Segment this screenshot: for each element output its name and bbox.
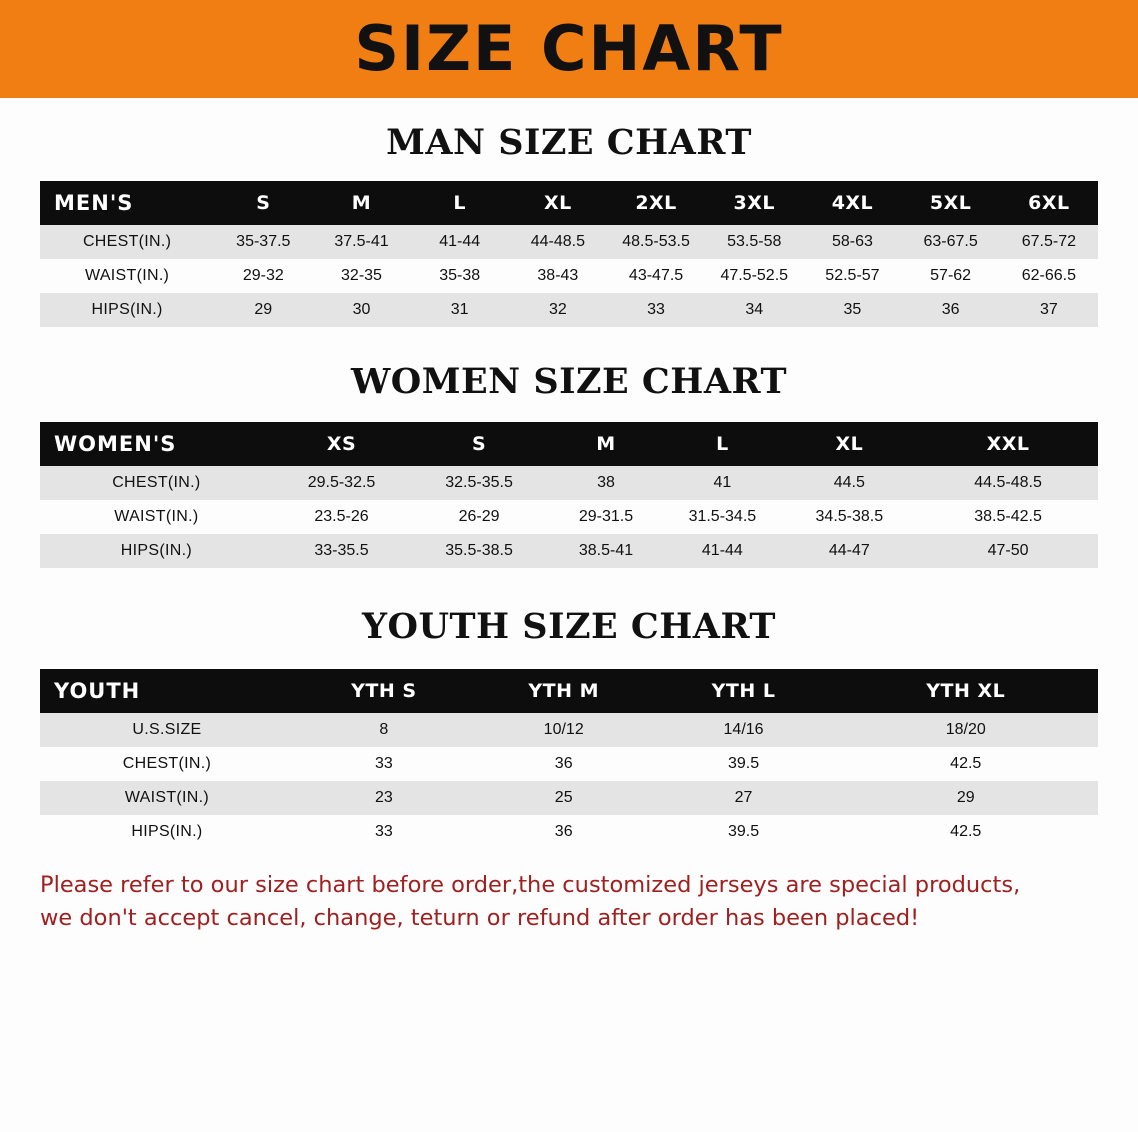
table-cell: 52.5-57 xyxy=(803,259,901,293)
column-header: YTH M xyxy=(474,669,654,713)
table-header-row xyxy=(40,181,1098,225)
table-cell: 41-44 xyxy=(664,534,780,568)
table-cell: 23 xyxy=(294,781,474,815)
women-section-heading: WOMEN SIZE CHART xyxy=(350,361,788,402)
table-cell: 26-29 xyxy=(410,500,548,534)
column-header: YTH XL xyxy=(833,669,1098,713)
column-header: YTH L xyxy=(654,669,834,713)
table-cell: 29 xyxy=(214,293,312,327)
page-title: SIZE CHART xyxy=(354,12,784,85)
column-header: XL xyxy=(781,422,919,466)
table-cell: 47-50 xyxy=(918,534,1098,568)
table-cell: 32.5-35.5 xyxy=(410,466,548,500)
table-cell: 53.5-58 xyxy=(705,225,803,259)
table-cell: 48.5-53.5 xyxy=(607,225,705,259)
table-cell: 38-43 xyxy=(509,259,607,293)
youth-size-table xyxy=(40,669,1098,849)
column-header: S xyxy=(410,422,548,466)
table-row xyxy=(40,815,1098,849)
column-header: YTH S xyxy=(294,669,474,713)
table-cell: 31 xyxy=(411,293,509,327)
table-row xyxy=(40,466,1098,500)
table-cell: 62-66.5 xyxy=(1000,259,1098,293)
column-header: XXL xyxy=(918,422,1098,466)
table-cell: 32-35 xyxy=(312,259,410,293)
table-row xyxy=(40,534,1098,568)
table-cell: 35-37.5 xyxy=(214,225,312,259)
table-cell: 33 xyxy=(294,815,474,849)
table-cell: 41 xyxy=(664,466,780,500)
row-label: HIPS(IN.) xyxy=(40,534,273,568)
table-cell: 67.5-72 xyxy=(1000,225,1098,259)
table-header-row xyxy=(40,422,1098,466)
table-cell: 58-63 xyxy=(803,225,901,259)
table-cell: 44-48.5 xyxy=(509,225,607,259)
table-cell: 44.5 xyxy=(781,466,919,500)
man-size-table xyxy=(40,181,1098,327)
table-cell: 10/12 xyxy=(474,713,654,747)
disclaimer-line-1: Please refer to our size chart before order,the customized jerseys are special products, xyxy=(40,872,1021,898)
table-cell: 23.5-26 xyxy=(273,500,411,534)
page-banner xyxy=(0,0,1138,98)
column-header: 6XL xyxy=(1000,181,1098,225)
youth-section-heading: YOUTH SIZE CHART xyxy=(362,606,776,647)
column-header: 2XL xyxy=(607,181,705,225)
table-row xyxy=(40,781,1098,815)
column-header: YOUTH xyxy=(40,669,294,713)
column-header: S xyxy=(214,181,312,225)
row-label: HIPS(IN.) xyxy=(40,293,214,327)
table-cell: 44-47 xyxy=(781,534,919,568)
table-cell: 33-35.5 xyxy=(273,534,411,568)
table-cell: 14/16 xyxy=(654,713,834,747)
table-cell: 31.5-34.5 xyxy=(664,500,780,534)
table-row xyxy=(40,225,1098,259)
table-cell: 37.5-41 xyxy=(312,225,410,259)
column-header: 5XL xyxy=(902,181,1000,225)
row-label: CHEST(IN.) xyxy=(40,466,273,500)
column-header: L xyxy=(411,181,509,225)
table-cell: 27 xyxy=(654,781,834,815)
table-row xyxy=(40,500,1098,534)
table-header-row xyxy=(40,669,1098,713)
table-cell: 35 xyxy=(803,293,901,327)
man-table-wrap xyxy=(0,181,1138,327)
women-table-wrap xyxy=(0,422,1138,568)
column-header: 4XL xyxy=(803,181,901,225)
row-label: CHEST(IN.) xyxy=(40,225,214,259)
table-cell: 34.5-38.5 xyxy=(781,500,919,534)
table-cell: 38.5-41 xyxy=(548,534,664,568)
table-cell: 8 xyxy=(294,713,474,747)
table-cell: 32 xyxy=(509,293,607,327)
table-cell: 47.5-52.5 xyxy=(705,259,803,293)
column-header: M xyxy=(548,422,664,466)
table-row xyxy=(40,713,1098,747)
table-cell: 39.5 xyxy=(654,815,834,849)
row-label: WAIST(IN.) xyxy=(40,500,273,534)
column-header: WOMEN'S xyxy=(40,422,273,466)
row-label: HIPS(IN.) xyxy=(40,815,294,849)
disclaimer-line-2: we don't accept cancel, change, teturn or refund after order has been placed! xyxy=(40,904,920,931)
table-cell: 36 xyxy=(474,747,654,781)
table-cell: 29-32 xyxy=(214,259,312,293)
row-label: WAIST(IN.) xyxy=(40,781,294,815)
table-cell: 30 xyxy=(312,293,410,327)
row-label: WAIST(IN.) xyxy=(40,259,214,293)
column-header: XS xyxy=(273,422,411,466)
table-cell: 25 xyxy=(474,781,654,815)
youth-table-wrap xyxy=(0,669,1138,849)
table-cell: 57-62 xyxy=(902,259,1000,293)
table-cell: 39.5 xyxy=(654,747,834,781)
column-header: L xyxy=(664,422,780,466)
table-row xyxy=(40,259,1098,293)
man-section-heading: MAN SIZE CHART xyxy=(386,122,752,163)
table-cell: 18/20 xyxy=(833,713,1098,747)
column-header: 3XL xyxy=(705,181,803,225)
table-cell: 33 xyxy=(294,747,474,781)
column-header: XL xyxy=(509,181,607,225)
row-label: U.S.SIZE xyxy=(40,713,294,747)
table-cell: 36 xyxy=(902,293,1000,327)
table-cell: 37 xyxy=(1000,293,1098,327)
table-cell: 34 xyxy=(705,293,803,327)
table-cell: 38.5-42.5 xyxy=(918,500,1098,534)
table-cell: 43-47.5 xyxy=(607,259,705,293)
table-cell: 33 xyxy=(607,293,705,327)
table-row xyxy=(40,293,1098,327)
table-cell: 36 xyxy=(474,815,654,849)
table-cell: 29-31.5 xyxy=(548,500,664,534)
column-header: MEN'S xyxy=(40,181,214,225)
table-cell: 42.5 xyxy=(833,815,1098,849)
table-cell: 41-44 xyxy=(411,225,509,259)
row-label: CHEST(IN.) xyxy=(40,747,294,781)
table-cell: 63-67.5 xyxy=(902,225,1000,259)
table-row xyxy=(40,747,1098,781)
disclaimer-note xyxy=(40,869,1098,934)
table-cell: 35.5-38.5 xyxy=(410,534,548,568)
women-size-table xyxy=(40,422,1098,568)
table-cell: 35-38 xyxy=(411,259,509,293)
column-header: M xyxy=(312,181,410,225)
table-cell: 29.5-32.5 xyxy=(273,466,411,500)
table-cell: 29 xyxy=(833,781,1098,815)
table-cell: 38 xyxy=(548,466,664,500)
table-cell: 42.5 xyxy=(833,747,1098,781)
table-cell: 44.5-48.5 xyxy=(918,466,1098,500)
